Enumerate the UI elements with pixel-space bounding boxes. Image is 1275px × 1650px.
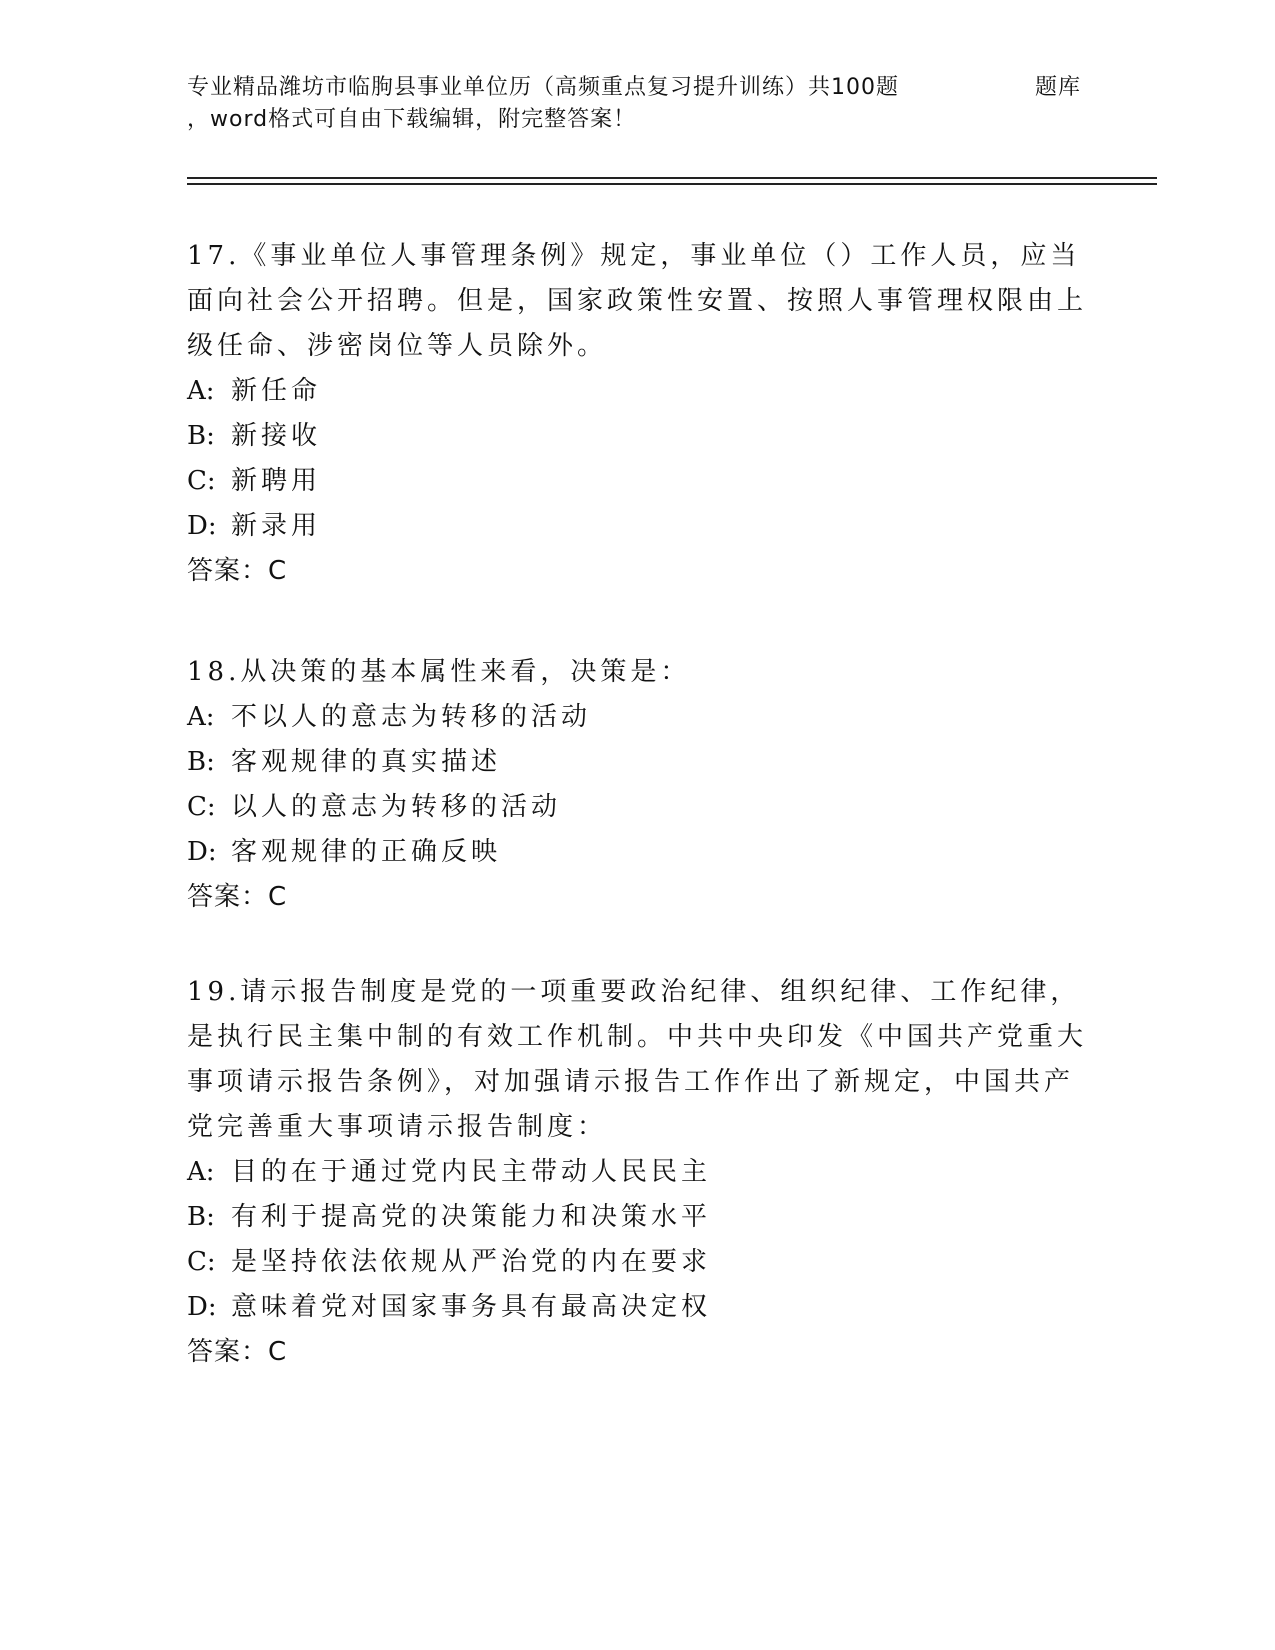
answer-line: 答案：C bbox=[187, 556, 288, 586]
option-a bbox=[187, 1150, 1087, 1195]
option-d bbox=[187, 504, 1087, 549]
question-stem: 18.从决策的基本属性来看，决策是： bbox=[187, 657, 691, 687]
option-a bbox=[187, 695, 1087, 740]
option-b bbox=[187, 414, 1087, 459]
option-d bbox=[187, 830, 1087, 875]
document-title: 专业精品潍坊市临朐县事业单位历（高频重点复习提升训练）共100题 bbox=[187, 75, 899, 100]
option-b bbox=[187, 740, 1087, 785]
document-subtitle: ，word格式可自由下载编辑，附完整答案！ bbox=[187, 107, 637, 132]
option-d bbox=[187, 1285, 1087, 1330]
option-b bbox=[187, 1195, 1087, 1240]
option-letter: B: bbox=[187, 747, 215, 777]
header-divider-top bbox=[187, 177, 1157, 179]
option-text: 客观规律的真实描述 bbox=[231, 747, 502, 777]
option-c bbox=[187, 1240, 1087, 1285]
option-c bbox=[187, 785, 1087, 830]
option-c bbox=[187, 459, 1087, 504]
question-stem: 17.《事业单位人事管理条例》规定，事业单位（）工作人员，应当面向社会公开招聘。但是，国家政策性安置、按照人事管理权限由上级任命、涉密岗位等人员除外。 bbox=[187, 241, 1088, 361]
answer-line: 答案：C bbox=[187, 1337, 288, 1367]
option-text: 新录用 bbox=[231, 511, 322, 541]
option-letter: B: bbox=[187, 421, 215, 451]
option-text: 目的在于通过党内民主带动人民民主 bbox=[231, 1157, 712, 1187]
option-letter: C: bbox=[187, 1247, 216, 1277]
question-stem: 19.请示报告制度是党的一项重要政治纪律、组织纪律、工作纪律，是执行民主集中制的有效工作机制。中共中央印发《中国共产党重大事项请示报告条例》，对加强请示报告工作作出了新规定，中国共产党完善重大事项请示报告制度： bbox=[187, 977, 1088, 1142]
option-text: 客观规律的正确反映 bbox=[231, 837, 502, 867]
option-letter: A: bbox=[187, 376, 215, 406]
option-text: 以人的意志为转移的活动 bbox=[231, 792, 562, 822]
option-letter: C: bbox=[187, 466, 216, 496]
option-text: 新接收 bbox=[231, 421, 322, 451]
document-tag: 题库 bbox=[1035, 75, 1082, 100]
option-text: 新聘用 bbox=[231, 466, 322, 496]
document-header bbox=[187, 72, 1087, 136]
option-letter: D: bbox=[187, 511, 217, 541]
option-letter: C: bbox=[187, 792, 216, 822]
option-text: 是坚持依法依规从严治党的内在要求 bbox=[231, 1247, 712, 1277]
option-text: 有利于提高党的决策能力和决策水平 bbox=[231, 1202, 712, 1232]
option-letter: D: bbox=[187, 837, 217, 867]
question-19 bbox=[187, 970, 1087, 1375]
answer-line: 答案：C bbox=[187, 882, 288, 912]
option-text: 新任命 bbox=[231, 376, 322, 406]
option-a bbox=[187, 369, 1087, 414]
option-text: 意味着党对国家事务具有最高决定权 bbox=[231, 1292, 712, 1322]
header-divider-bottom bbox=[187, 183, 1157, 185]
option-letter: A: bbox=[187, 702, 215, 732]
option-text: 不以人的意志为转移的活动 bbox=[231, 702, 592, 732]
question-17 bbox=[187, 234, 1087, 594]
option-letter: D: bbox=[187, 1292, 217, 1322]
option-letter: B: bbox=[187, 1202, 215, 1232]
question-18 bbox=[187, 650, 1087, 920]
option-letter: A: bbox=[187, 1157, 215, 1187]
